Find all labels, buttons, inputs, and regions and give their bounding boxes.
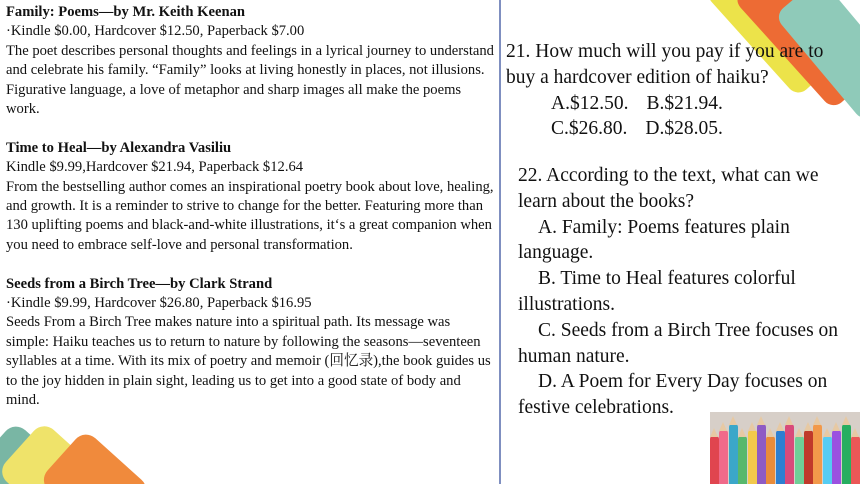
book-title: Seeds from a Birch Tree—by Clark Strand	[6, 275, 273, 292]
option-row	[506, 116, 836, 142]
pencil	[804, 430, 813, 484]
question-stem: 22. According to the text, what can we learn about the books?	[518, 165, 819, 212]
option-row	[506, 91, 836, 117]
option-a: A. Family: Poems features plain language.	[518, 216, 790, 264]
question-stem: 21. How much will you pay if you are to buy a hardcover edition of haiku?	[506, 41, 824, 88]
colored-pencils-image	[710, 412, 860, 484]
pencil	[823, 436, 832, 484]
option-b: B. Time to Heal features colorful illustrations.	[518, 268, 796, 315]
question-21	[506, 39, 836, 142]
pencil	[738, 436, 747, 484]
pencil	[757, 424, 766, 484]
book-prices: ·Kindle $0.00, Hardcover $12.50, Paperback $7.00	[6, 23, 305, 40]
book-prices: ·Kindle $9.99, Hardcover $26.80, Paperback $16.95	[6, 295, 312, 312]
question-22	[518, 163, 858, 421]
book-entry	[6, 139, 496, 255]
option-d: D.$28.05.	[645, 118, 723, 140]
pencil	[748, 430, 757, 484]
pencil	[729, 424, 738, 484]
book-description: From the bestselling author comes an inspirational poetry book about love, healing, and growth. It is a reminder to strive to change for the better. Featuring more than 130 uplifting poems and black-and-white illustrations, it‘s a great companion when you need to embrace self-love and personal transformation.	[6, 178, 494, 253]
option-b: B.$21.94.	[646, 92, 723, 114]
pencil	[842, 424, 851, 484]
pencil	[785, 424, 794, 484]
pencil	[832, 430, 841, 484]
option-a: A.$12.50.	[551, 92, 629, 114]
column-divider	[499, 0, 501, 484]
book-description: Seeds From a Birch Tree makes nature into a spiritual path. Its message was simple: Haiku teaches us to return to nature by following the seasons—seventeen syllables at a time. With its mix of poetry and memoir (回忆录),the book guides us to the joy hidden in plain sight, leading us to get into a good state of body and mind.	[6, 314, 491, 409]
pencil	[851, 436, 860, 484]
book-entry	[6, 275, 496, 411]
book-list	[6, 3, 496, 411]
pencil	[813, 424, 822, 484]
book-entry	[6, 3, 496, 119]
pencil	[719, 430, 728, 484]
option-d: D. A Poem for Every Day focuses on festive celebrations.	[518, 371, 828, 419]
book-title: Time to Heal—by Alexandra Vasiliu	[6, 139, 232, 156]
book-title: Family: Poems—by Mr. Keith Keenan	[6, 4, 246, 20]
pencil	[776, 430, 785, 484]
option-c: C. Seeds from a Birch Tree focuses on human nature.	[518, 319, 839, 367]
pencil	[710, 436, 719, 484]
option-c: C.$26.80.	[551, 118, 628, 140]
book-prices: Kindle $9.99,Hardcover $21.94, Paperback $12.64	[6, 159, 304, 176]
book-description: The poet describes personal thoughts and feelings in a lyrical journey to understand and celebrate his family. “Family” looks at living honestly in places, not illusions. Figurative language, a love of metaphor and sharp images all make the poems work.	[6, 42, 494, 118]
pencil	[766, 436, 775, 484]
pencil	[795, 436, 804, 484]
